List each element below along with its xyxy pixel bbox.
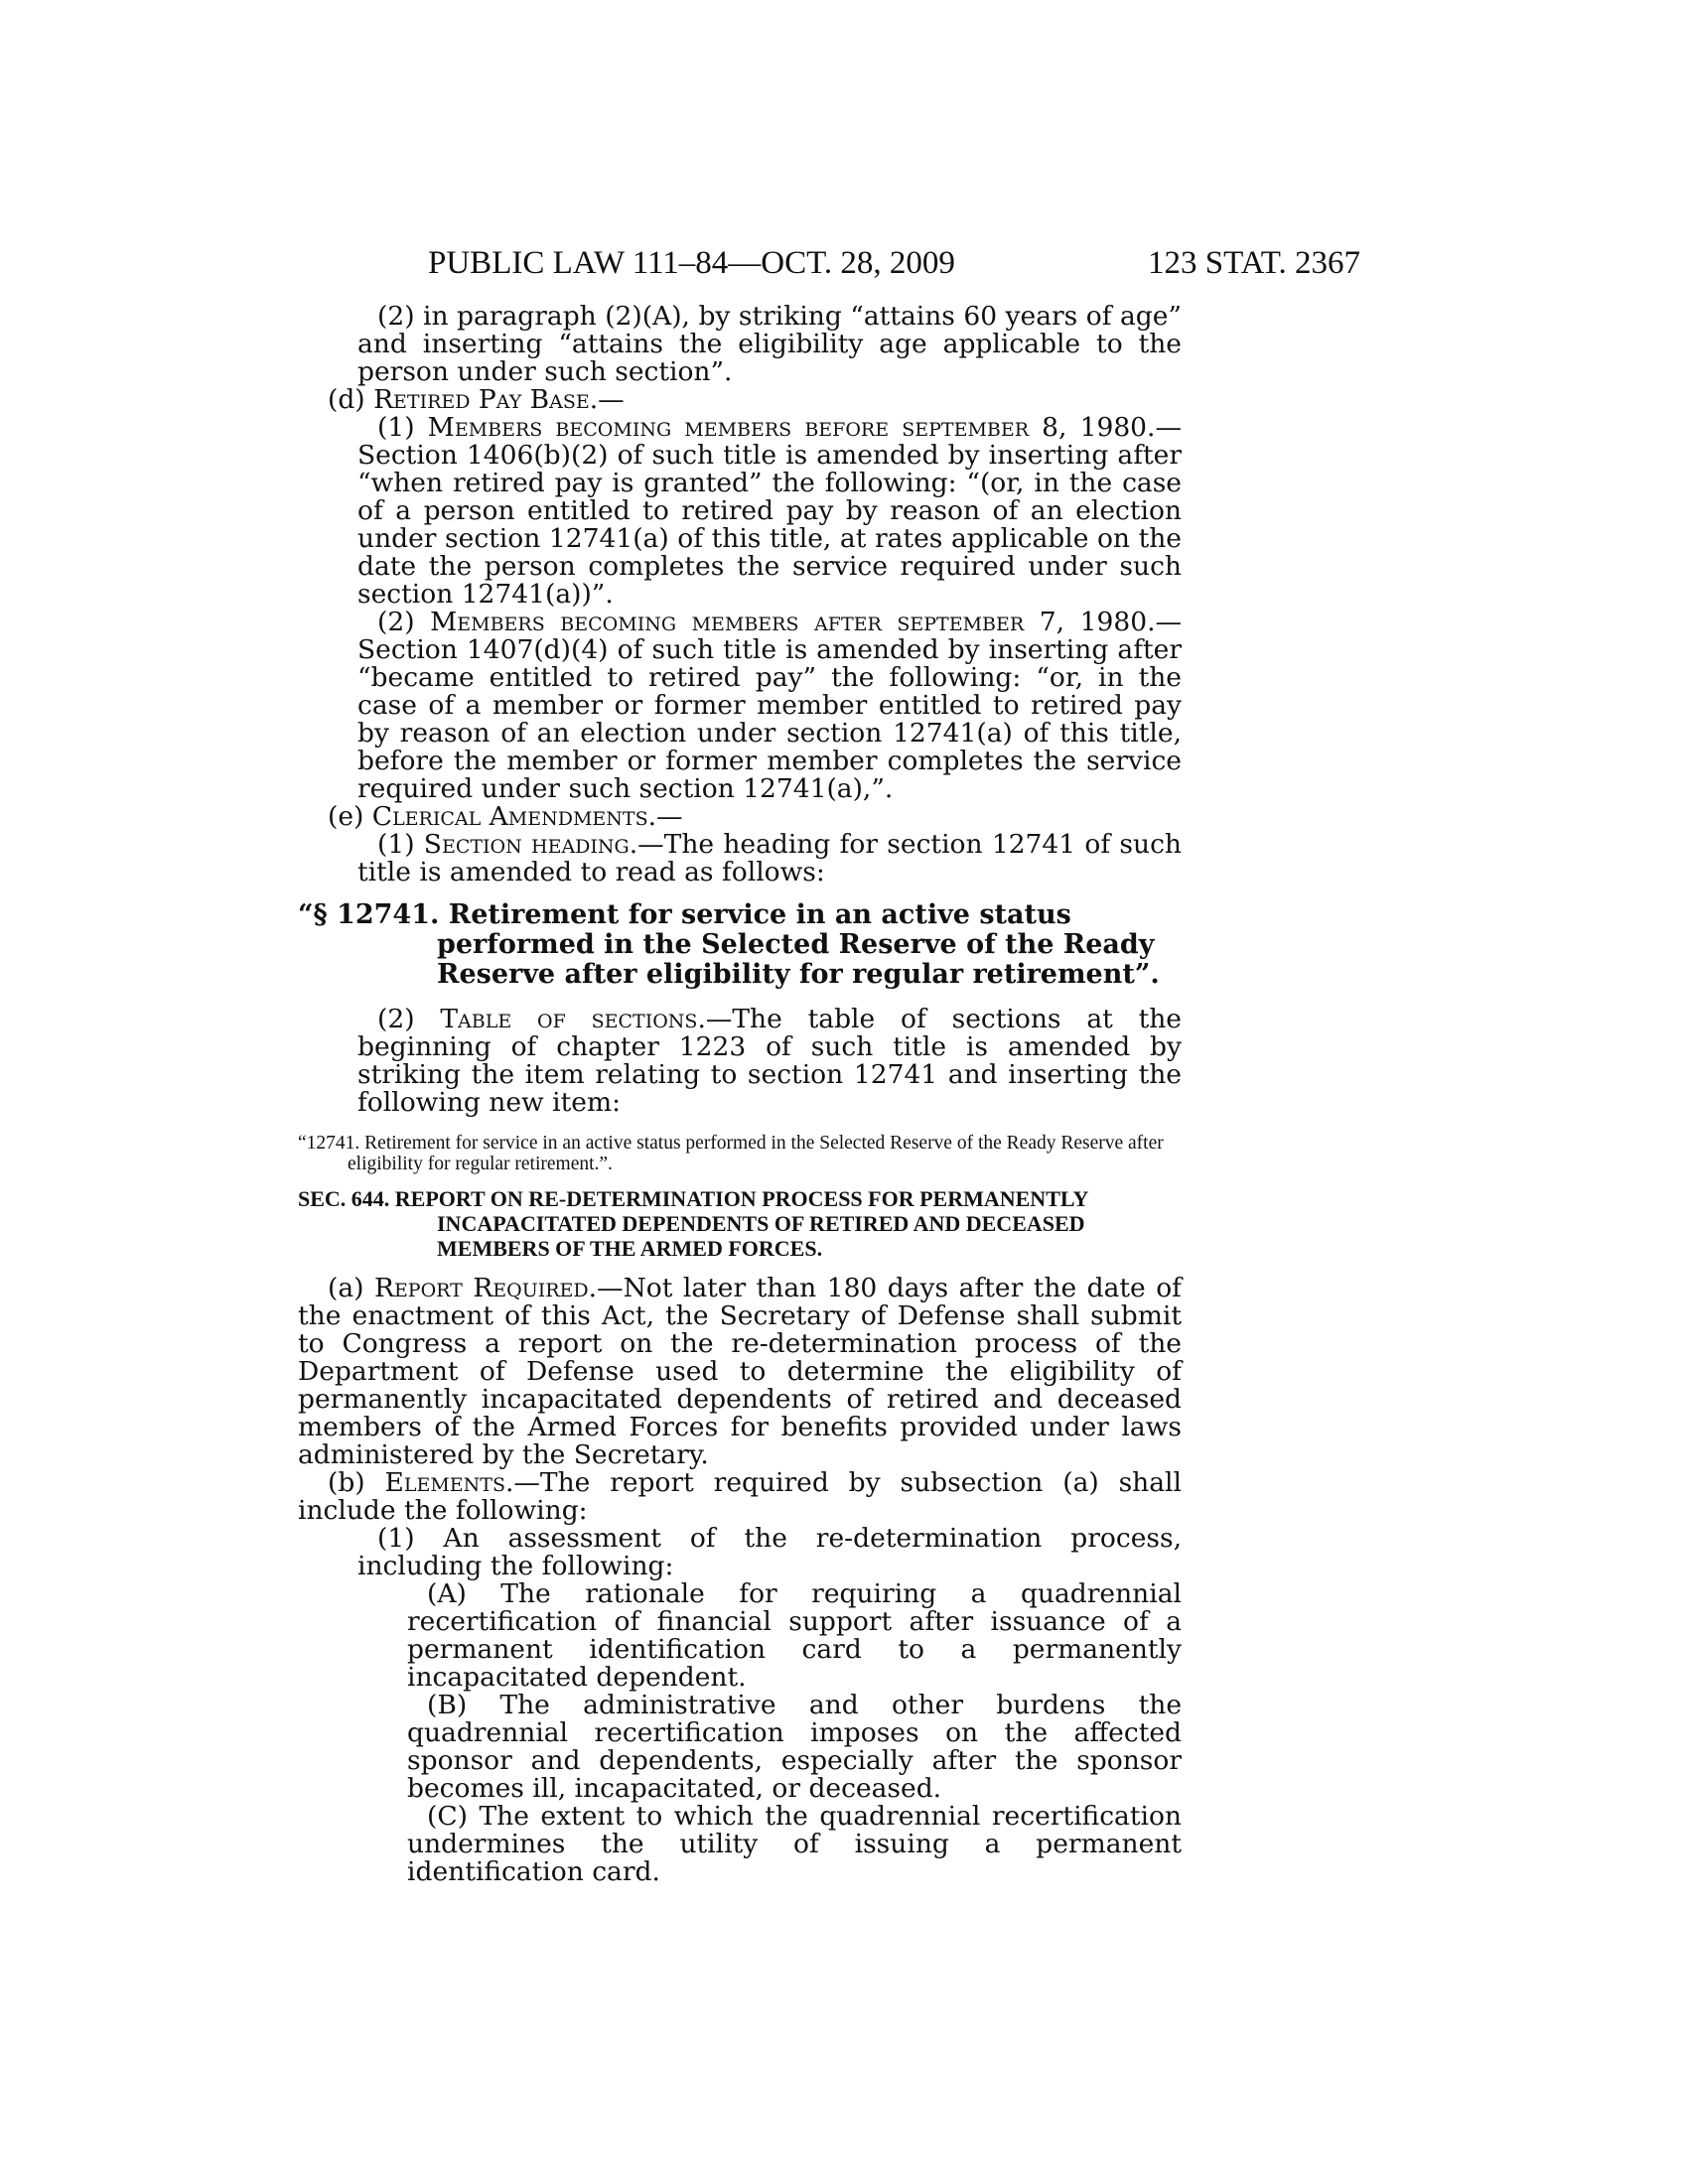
header-stat-page: 123 STAT. 2367: [1147, 245, 1360, 281]
subsection-a: (a) Report Required.—Not later than 180 days after the date of the enactment of this Act, the Secretary of Defense shall submit to Congress a report on the re-determination process of the Department of Defense used to determine the eligibility of permanently incapacitated dependents of retired and deceased members of the Armed Forces for benefits provided under laws administered by the Secretary.: [298, 1273, 1182, 1470]
document-page: [298, 243, 1360, 1887]
paragraph-b1: (1) An assessment of the re-determination process, including the following:: [357, 1523, 1182, 1581]
subparagraph-bA: (A) The rationale for requiring a quadrennial recertification of financial support after issuance of a permanent identification card to a permanently incapacitated dependent.: [407, 1578, 1182, 1693]
section-12741-heading: “§ 12741. Retirement for service in an active status performed in the Selected Reserve of the Ready Reserve after eligibility for regular retirement”.: [298, 899, 1160, 990]
paragraph-d1: (1) Members becoming members before september 8, 1980.—Section 1406(b)(2) of such title is amended by inserting after “when retired pay is granted” the following: “(or, in the case of a person entitled to retired pay by reason of an election under section 12741(a) of this title, at rates applicable on the date the person completes the service required under such section 12741(a))”.: [357, 412, 1182, 610]
paragraph-d2: (2) Members becoming members after september 7, 1980.—Section 1407(d)(4) of such title is amended by inserting after “became entitled to retired pay” the following: “or, in the case of a member or former member entitled to retired pay by reason of an election under section 12741(a) of this title, before the member or former member completes the service required under such section 12741(a),”.: [357, 607, 1182, 804]
page-header: [298, 243, 1360, 291]
subsection-b: (b) Elements.—The report required by subsection (a) shall include the following:: [298, 1467, 1182, 1526]
subparagraph-bC: (C) The extent to which the quadrennial recertification undermines the utility of issuing a permanent identification card.: [407, 1801, 1182, 1887]
table-of-sections-item: “12741. Retirement for service in an active status performed in the Selected Reserve of the Ready Reserve after eligibility for regular retirement.”.: [298, 1133, 1164, 1174]
subsection-d-heading: (d) Retired Pay Base.—: [328, 384, 625, 415]
header-title: PUBLIC LAW 111–84—OCT. 28, 2009: [428, 245, 955, 281]
subparagraph-bB: (B) The administrative and other burdens the quadrennial recertification imposes on the affected sponsor and dependents, especially after the sponsor becomes ill, incapacitated, or deceased.: [407, 1690, 1182, 1804]
subsection-e-heading: (e) Clerical Amendments.—: [328, 801, 683, 832]
section-644-heading: SEC. 644. REPORT ON RE-DETERMINATION PROCESS FOR PERMANENTLY INCAPACITATED DEPENDENTS OF RETIRED AND DECEASED MEMBERS OF THE ARMED FORCES.: [298, 1186, 1088, 1261]
paragraph-c2: (2) in paragraph (2)(A), by striking “attains 60 years of age” and inserting “attains the eligibility age applicable to the person under such section”.: [357, 301, 1182, 387]
paragraph-e1: (1) Section heading.—The heading for section 12741 of such title is amended to read as follows:: [357, 829, 1182, 887]
paragraph-e2: (2) Table of sections.—The table of sections at the beginning of chapter 1223 of such title is amended by striking the item relating to section 12741 and inserting the following new item:: [357, 1004, 1182, 1118]
